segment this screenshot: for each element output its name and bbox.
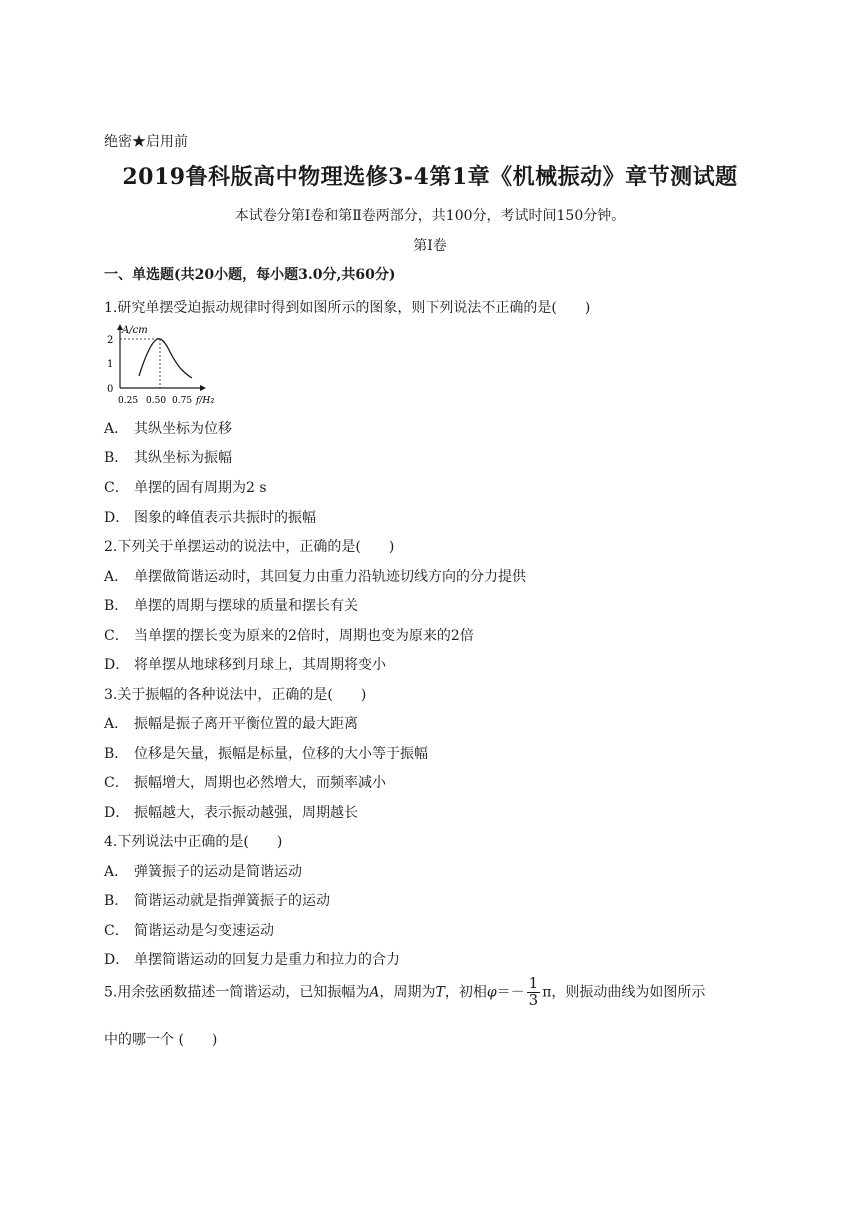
y-tick-label: 2 — [107, 335, 114, 346]
option-text: 当单摆的摆长变为原来的2倍时，周期也变为原来的2倍 — [134, 628, 474, 644]
question-1-option-a[interactable] — [104, 418, 232, 438]
option-text: 振幅越大，表示振动越强，周期越长 — [134, 805, 358, 821]
question-2-stem: 2.下列关于单摆运动的说法中，正确的是( ) — [104, 539, 395, 555]
question-5-stem — [104, 976, 705, 1009]
option-text: 振幅是振子离开平衡位置的最大距离 — [134, 716, 358, 732]
option-text: 位移是矢量，振幅是标量，位移的大小等于振幅 — [134, 746, 428, 762]
option-text: 单摆的周期与摆球的质量和摆长有关 — [134, 598, 358, 614]
q5-equals-minus: ＝－ — [496, 984, 525, 1001]
option-text: 图象的峰值表示共振时的振幅 — [134, 510, 316, 526]
section-heading: 一、单选题(共20小题，每小题3.0分,共60分) — [104, 267, 396, 283]
q5-symbol-phase: φ — [486, 984, 497, 1001]
x-axis-arrow — [200, 385, 206, 391]
question-5-stem-line2: 中的哪一个 ( ) — [104, 1032, 218, 1048]
question-3-option-d[interactable] — [104, 802, 358, 822]
option-letter: D． — [104, 510, 130, 526]
resonance-curve — [139, 339, 192, 378]
q5-text: 5.用余弦函数描述一简谐运动，已知振幅为 — [104, 984, 370, 1001]
y-tick-label: 0 — [107, 384, 114, 395]
option-letter: C． — [104, 480, 129, 496]
q5-symbol-period: T — [435, 984, 445, 1001]
q5-symbol-amplitude: A — [369, 984, 380, 1001]
option-text: 单摆做简谐运动时，其回复力由重力沿轨迹切线方向的分力提供 — [134, 569, 526, 585]
q5-text: ，则振动曲线为如图所示 — [551, 984, 706, 1001]
question-4-option-d[interactable] — [104, 949, 400, 969]
secret-label: 绝密★启用前 — [104, 134, 188, 150]
option-letter: B． — [104, 746, 129, 762]
question-2-option-c[interactable] — [104, 625, 474, 645]
question-1-stem: 1.研究单摆受迫振动规律时得到如图所示的图象，则下列说法不正确的是( ) — [104, 300, 591, 316]
x-tick-label: 0.75 — [172, 396, 193, 406]
question-3-option-c[interactable] — [104, 772, 386, 792]
q5-text: ，初相 — [444, 984, 487, 1001]
exam-description: 本试卷分第Ⅰ卷和第Ⅱ卷两部分，共100分，考试时间150分钟。 — [234, 208, 626, 224]
question-4-option-b[interactable] — [104, 890, 330, 910]
option-letter: B． — [104, 598, 129, 614]
question-1-option-b[interactable] — [104, 447, 232, 467]
option-letter: A． — [104, 569, 129, 585]
option-letter: C． — [104, 923, 129, 939]
question-1-option-d[interactable] — [104, 507, 316, 527]
option-text: 单摆简谐运动的回复力是重力和拉力的合力 — [134, 952, 400, 968]
option-text: 其纵坐标为位移 — [134, 421, 232, 437]
x-axis-label: f/Hz — [196, 396, 214, 406]
question-2-option-b[interactable] — [104, 595, 358, 615]
volume-label: 第Ⅰ卷 — [413, 238, 447, 254]
q5-fraction — [527, 976, 541, 1009]
page-title: 2019鲁科版高中物理选修3-4第1章《机械振动》章节测试题 — [122, 164, 738, 190]
fraction-numerator: 1 — [528, 974, 539, 992]
y-axis-label: A/cm — [122, 325, 148, 336]
q5-pi: π — [542, 984, 552, 1001]
option-text: 弹簧振子的运动是简谐运动 — [134, 864, 302, 880]
question-3-stem: 3.关于振幅的各种说法中，正确的是( ) — [104, 687, 367, 703]
question-1-option-c[interactable] — [104, 477, 267, 497]
option-text: 将单摆从地球移到月球上，其周期将变小 — [134, 657, 386, 673]
option-text: 其纵坐标为振幅 — [134, 450, 232, 466]
option-letter: B． — [104, 893, 129, 909]
option-letter: C． — [104, 628, 129, 644]
fraction-denominator: 3 — [528, 990, 539, 1009]
option-letter: B． — [104, 450, 129, 466]
q5-text: ，周期为 — [379, 984, 436, 1001]
question-2-option-a[interactable] — [104, 566, 526, 586]
question-4-stem: 4.下列说法中正确的是( ) — [104, 834, 283, 850]
x-tick-label: 0.25 — [118, 396, 139, 406]
y-tick-label: 1 — [107, 359, 114, 370]
question-4-option-c[interactable] — [104, 920, 274, 940]
resonance-curve-figure — [104, 322, 214, 410]
option-letter: A． — [104, 864, 129, 880]
question-3-option-a[interactable] — [104, 713, 358, 733]
option-letter: D． — [104, 952, 130, 968]
x-tick-label: 0.50 — [146, 396, 167, 406]
option-text: 简谐运动是匀变速运动 — [134, 923, 274, 939]
option-letter: A． — [104, 716, 129, 732]
question-3-option-b[interactable] — [104, 743, 428, 763]
option-text: 简谐运动就是指弹簧振子的运动 — [134, 893, 330, 909]
option-letter: D． — [104, 805, 130, 821]
option-letter: C． — [104, 775, 129, 791]
option-letter: D． — [104, 657, 130, 673]
question-4-option-a[interactable] — [104, 861, 302, 881]
option-text: 振幅增大，周期也必然增大，而频率减小 — [134, 775, 386, 791]
option-text: 单摆的固有周期为2 s — [134, 480, 267, 496]
question-2-option-d[interactable] — [104, 654, 386, 674]
option-letter: A． — [104, 421, 129, 437]
